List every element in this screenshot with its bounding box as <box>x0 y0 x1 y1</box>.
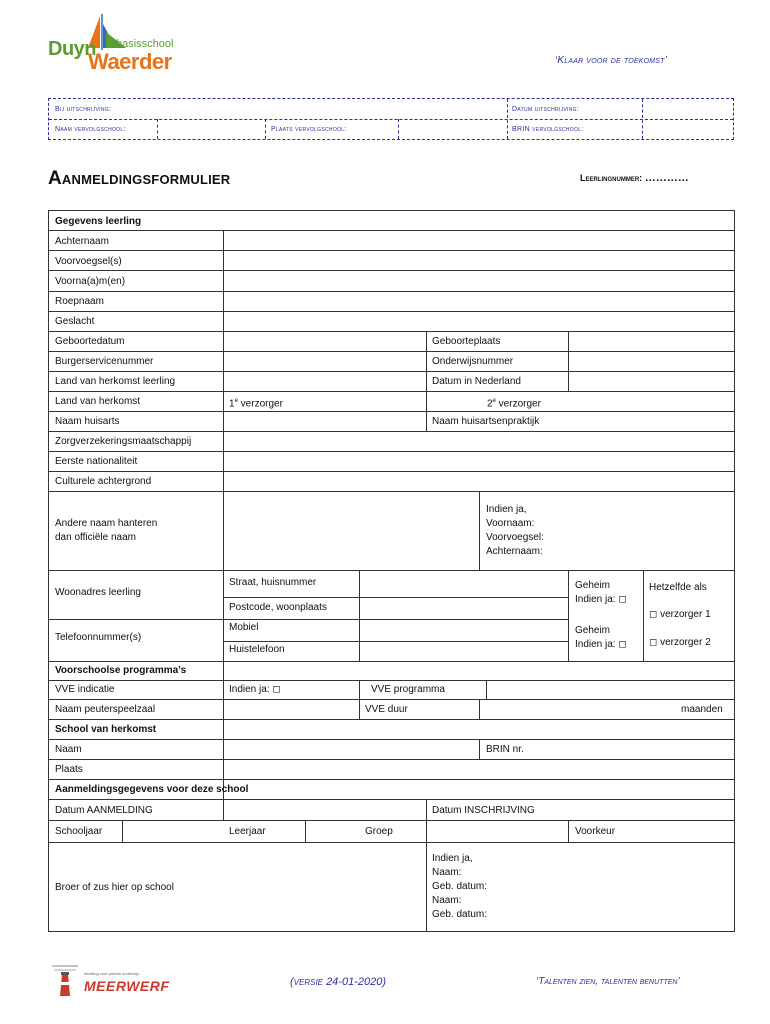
registration-form <box>48 210 735 932</box>
label-groep: Groep <box>365 826 393 837</box>
label-mobiel: Mobiel <box>229 622 259 633</box>
label-huisarts: Naam huisarts <box>55 416 120 427</box>
page-title: Aanmeldingsformulier <box>48 168 231 189</box>
version-label: (versie 24-01-2020) <box>290 976 386 988</box>
label-peuterspeelzaal: Naam peuterspeelzaal <box>55 704 156 715</box>
label-burgerservicenummer: Burgerservicenummer <box>55 356 154 367</box>
label-hetzelfde-als: Hetzelfde als <box>649 582 707 593</box>
section-aanmeldingsgegevens: Aanmeldingsgegevens voor deze school <box>55 784 249 795</box>
label-andere-naam: Andere naam hanteren dan officiële naam <box>55 518 158 543</box>
leerlingnummer-label: Leerlingnummer: <box>580 173 643 183</box>
label-telefoonnummers: Telefoonnummer(s) <box>55 632 142 643</box>
checkbox-verzorger-2[interactable]: ◻ verzorger 2 <box>649 637 711 648</box>
label-land-herkomst: Land van herkomst <box>55 396 141 407</box>
label-voorvoegsel: Voorvoegsel(s) <box>55 256 122 267</box>
label-huisartsenpraktijk: Naam huisartsenpraktijk <box>432 416 540 427</box>
label-leerjaar: Leerjaar <box>229 826 266 837</box>
label-voorkeur: Voorkeur <box>575 826 616 837</box>
label-onderwijsnummer: Onderwijsnummer <box>432 356 514 367</box>
label-postcode: Postcode, woonplaats <box>229 602 327 613</box>
section-school-van-herkomst: School van herkomst <box>55 724 157 735</box>
label-herkomst-plaats: Plaats <box>55 764 83 775</box>
lighthouse-icon <box>50 962 80 998</box>
label-culturele-achtergrond: Culturele achtergrond <box>55 476 152 487</box>
label-geboorteplaats: Geboorteplaats <box>432 336 501 347</box>
label-straat: Straat, huisnummer <box>229 577 317 588</box>
label-verzorger-2: 2e verzorger <box>487 398 541 410</box>
label-broer-zus: Broer of zus hier op school <box>55 882 174 893</box>
label-geheim-adres: Geheim Indien ja: ◻ <box>575 580 627 605</box>
label-brin-nr: BRIN nr. <box>486 744 524 755</box>
section-gegevens-leerling: Gegevens leerling <box>55 216 142 227</box>
leerlingnummer-dots: ………… <box>644 172 689 184</box>
label-broer-zus-details: Indien ja, Naam: Geb. datum: Naam: Geb. datum: <box>432 853 488 920</box>
bij-uitschrijving-label: Bij uitschrijving: <box>55 106 112 113</box>
label-vve-indicatie: VVE indicatie <box>55 684 115 695</box>
label-vve-programma: VVE programma <box>371 684 445 695</box>
header-motto: ‘Klaar voor de toekomst’ <box>555 55 668 66</box>
meerwerf-wordmark: MEERWERF <box>84 978 170 994</box>
naam-vervolgschool-label: Naam vervolgschool: <box>55 126 126 133</box>
label-nationaliteit: Eerste nationaliteit <box>55 456 138 467</box>
logo-word-waerder: Waerder <box>88 49 172 74</box>
checkbox-verzorger-1[interactable]: ◻ verzorger 1 <box>649 609 711 620</box>
label-verzorger-1: 1e verzorger <box>229 398 283 410</box>
label-woonadres: Woonadres leerling <box>55 587 141 598</box>
duynwaerder-logo <box>48 14 178 76</box>
label-geslacht: Geslacht <box>55 316 95 327</box>
label-huistelefoon: Huistelefoon <box>229 644 285 655</box>
footer-motto: ‘Talenten zien, talenten benutten’ <box>536 976 680 987</box>
logo-subtitle: basisschool <box>116 38 174 50</box>
label-geboortedatum: Geboortedatum <box>55 336 125 347</box>
label-voornamen: Voorna(a)m(en) <box>55 276 126 287</box>
label-schooljaar: Schooljaar <box>55 826 103 837</box>
section-voorschoolse-programmas: Voorschoolse programma’s <box>55 665 187 676</box>
logo-word-duyn: Duyn <box>48 38 96 60</box>
admin-box <box>48 98 734 140</box>
plaats-vervolgschool-label: Plaats vervolgschool: <box>271 126 347 133</box>
label-land-herkomst-leerling: Land van herkomst leerling <box>55 376 176 387</box>
label-datum-nederland: Datum in Nederland <box>432 376 521 387</box>
meerwerf-logo <box>50 962 170 998</box>
meerwerf-tagline: stichting voor primair onderwijs <box>84 971 139 976</box>
label-maanden: maanden <box>681 704 723 715</box>
label-datum-inschrijving: Datum INSCHRIJVING <box>432 805 535 816</box>
label-herkomst-naam: Naam <box>55 744 82 755</box>
leerlingnummer <box>580 172 689 184</box>
checkbox-vve-indicatie[interactable]: Indien ja: ◻ <box>229 684 281 695</box>
datum-uitschrijving-label: Datum uitschrijving: <box>512 106 580 113</box>
label-roepnaam: Roepnaam <box>55 296 104 307</box>
label-achternaam: Achternaam <box>55 236 109 247</box>
label-vve-duur: VVE duur <box>365 704 408 715</box>
brin-vervolgschool-label: BRIN vervolgschool: <box>512 126 584 133</box>
label-zorgverzekering: Zorgverzekeringsmaatschappij <box>55 436 192 447</box>
label-datum-aanmelding: Datum AANMELDING <box>55 805 153 816</box>
label-geheim-telefoon: Geheim Indien ja: ◻ <box>575 625 627 650</box>
label-indien-ja-namen: Indien ja, Voornaam: Voorvoegsel: Achternaam: <box>486 504 544 557</box>
